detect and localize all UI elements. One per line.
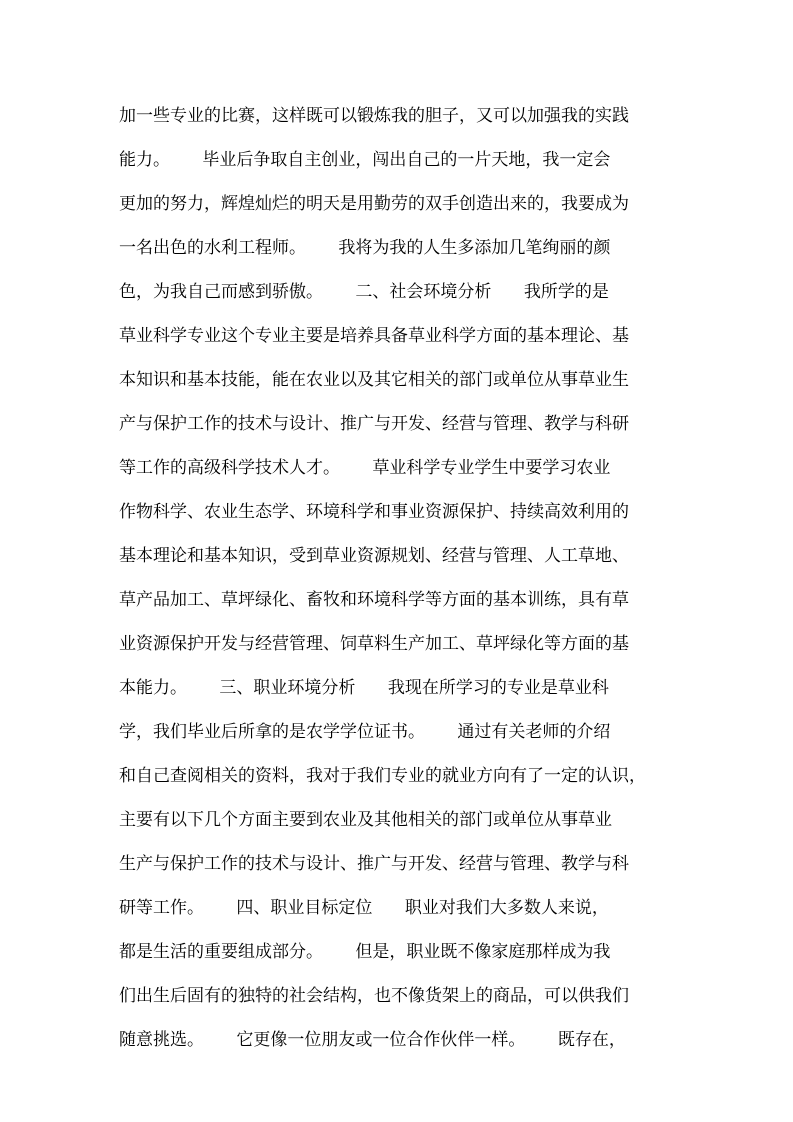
text-line: 一名出色的水利工程师。 我将为我的人生多添加几笔绚丽的颜 (119, 238, 611, 258)
text-line: 等工作的高级科学技术人才。 草业科学专业学生中要学习农业 (119, 458, 611, 478)
text-line: 随意挑选。 它更像一位朋友或一位合作伙伴一样。 既存在， (119, 1030, 626, 1050)
text-line: 和自己查阅相关的资料，我对于我们专业的就业方向有了一定的认识， (119, 766, 646, 786)
text-line: 主要有以下几个方面主要到农业及其他相关的部门或单位从事草业 (119, 810, 612, 830)
text-line: 色，为我自己而感到骄傲。 二、社会环境分析 我所学的是 (119, 282, 609, 302)
text-line: 基本理论和基本知识，受到草业资源规划、经营与管理、人工草地、 (119, 546, 629, 566)
text-line: 产与保护工作的技术与设计、推广与开发、经营与管理、教学与科研 (119, 414, 629, 434)
text-line: 学，我们毕业后所拿的是农学学位证书。 通过有关老师的介绍 (119, 722, 611, 742)
text-line: 业资源保护开发与经营管理、饲草料生产加工、草坪绿化等方面的基 (119, 634, 629, 654)
text-line: 本知识和基本技能，能在农业以及其它相关的部门或单位从事草业生 (119, 370, 629, 390)
text-line: 草业科学专业这个专业主要是培养具备草业科学方面的基本理论、基 (119, 326, 629, 346)
text-line: 们出生后固有的独特的社会结构，也不像货架上的商品，可以供我们 (119, 986, 629, 1006)
text-line: 能力。 毕业后争取自主创业，闯出自己的一片天地，我一定会 (119, 150, 611, 170)
text-line: 本能力。 三、职业环境分析 我现在所学习的专业是草业科 (119, 678, 609, 698)
text-line: 加一些专业的比赛，这样既可以锻炼我的胆子，又可以加强我的实践 (119, 106, 629, 126)
text-line: 更加的努力，辉煌灿烂的明天是用勤劳的双手创造出来的，我要成为 (119, 194, 629, 214)
text-line: 草产品加工、草坪绿化、畜牧和环境科学等方面的基本训练，具有草 (119, 590, 629, 610)
text-line: 生产与保护工作的技术与设计、推广与开发、经营与管理、教学与科 (119, 854, 629, 874)
text-line: 研等工作。 四、职业目标定位 职业对我们大多数人来说， (119, 898, 609, 918)
text-line: 作物科学、农业生态学、环境科学和事业资源保护、持续高效利用的 (119, 502, 629, 522)
text-line: 都是生活的重要组成部分。 但是，职业既不像家庭那样成为我 (119, 942, 611, 962)
